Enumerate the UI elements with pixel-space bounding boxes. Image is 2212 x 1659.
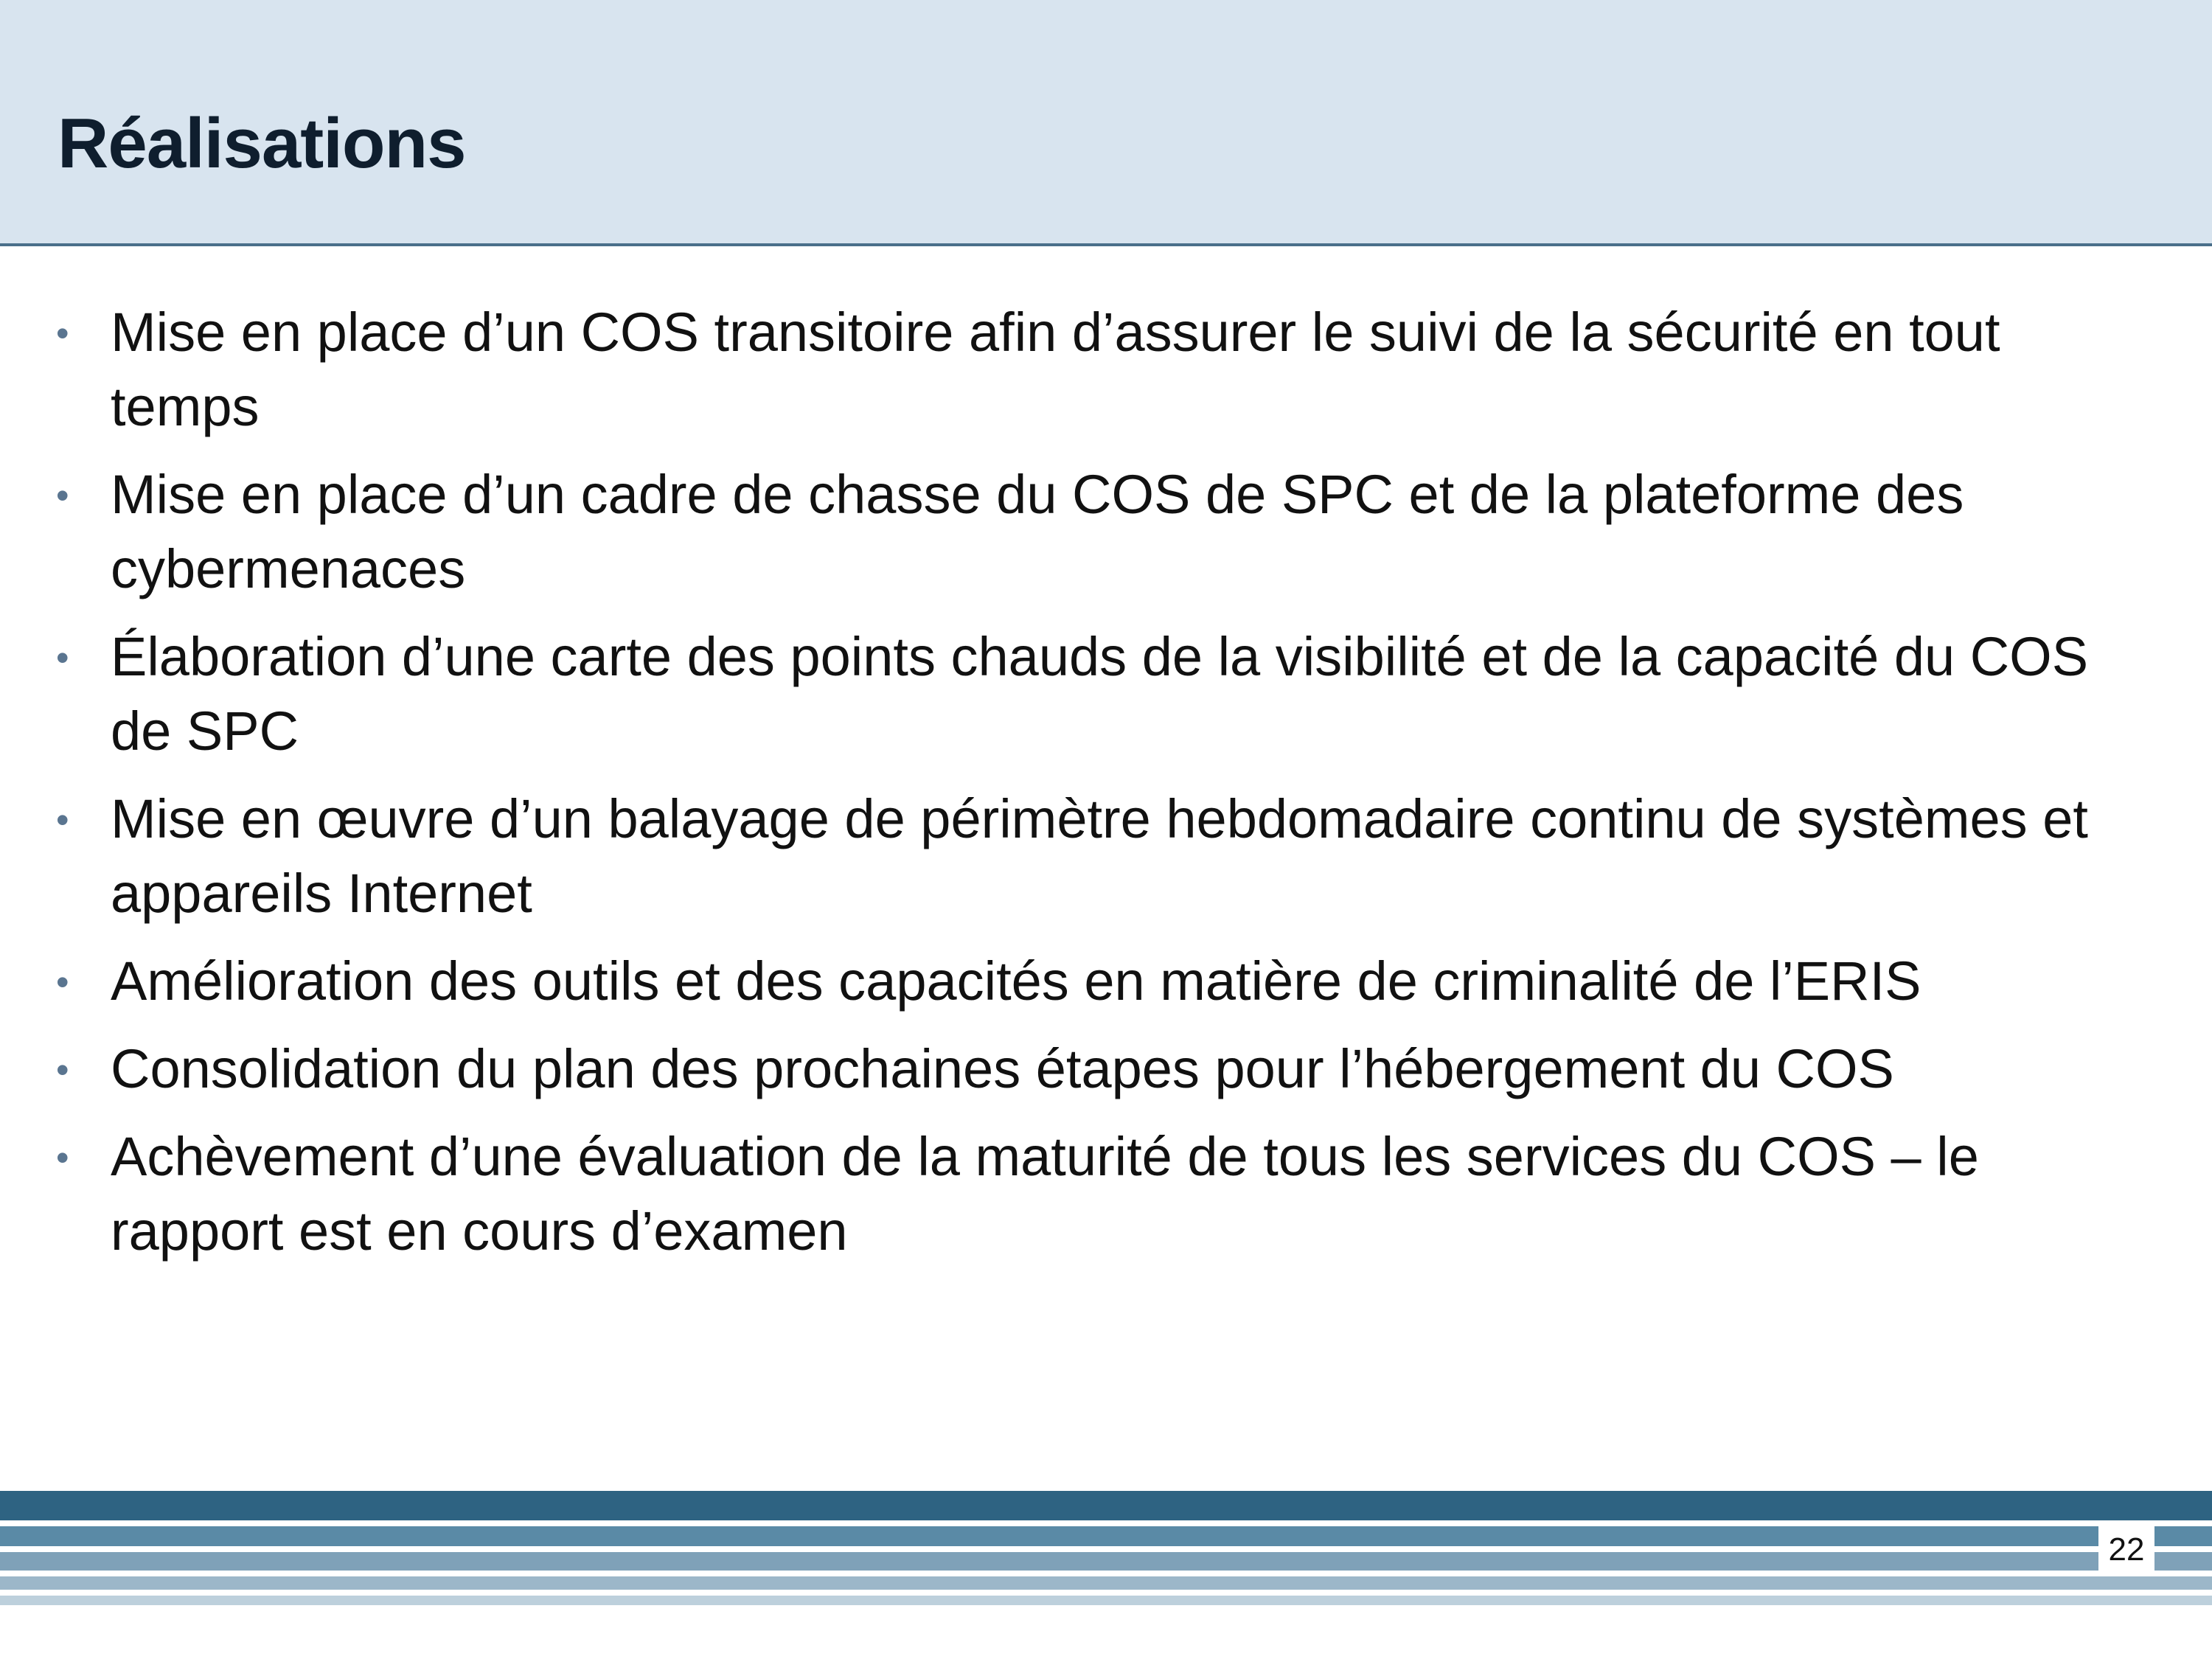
bullet-text: Achèvement d’une évaluation de la maturité de tous les services du COS – le rapport est en cours d’examen (111, 1126, 1979, 1262)
footer-band-1 (0, 1491, 2212, 1520)
bullet-icon: • (56, 313, 69, 354)
bullet-icon: • (56, 1049, 69, 1091)
footer-band-5 (0, 1596, 2212, 1605)
footer-band-4 (0, 1576, 2212, 1590)
footer-band-2 (0, 1526, 2212, 1546)
bullet-text: Mise en œuvre d’un balayage de périmètre hebdomadaire continu de systèmes et appareils Internet (111, 788, 2088, 924)
bullet-text: Amélioration des outils et des capacités en matière de criminalité de l’ERIS (111, 950, 1921, 1012)
bullet-item (0, 1032, 2138, 1106)
bullet-icon: • (56, 475, 69, 516)
bullet-icon: • (56, 1137, 69, 1178)
bullet-list (0, 295, 2212, 1281)
bullet-item (0, 944, 2138, 1018)
bullet-text: Consolidation du plan des prochaines étapes pour l’hébergement du COS (111, 1038, 1894, 1099)
bullet-item (0, 295, 2138, 444)
slide-header (0, 0, 2212, 246)
bullet-icon: • (56, 961, 69, 1003)
bullet-item (0, 457, 2138, 606)
bullet-text: Mise en place d’un cadre de chasse du COS de SPC et de la plateforme des cybermenaces (111, 464, 1964, 599)
footer-band-3 (0, 1552, 2212, 1571)
slide-title: Réalisations (58, 104, 466, 183)
page-number: 22 (2098, 1526, 2154, 1573)
bullet-item (0, 619, 2138, 768)
bullet-text: Mise en place d’un COS transitoire afin d’assurer le suivi de la sécurité en tout temps (111, 302, 2000, 437)
bullet-text: Élaboration d’une carte des points chauds de la visibilité et de la capacité du COS de SPC (111, 626, 2089, 762)
bullet-icon: • (56, 637, 69, 678)
bullet-icon: • (56, 799, 69, 841)
bullet-item (0, 782, 2138, 931)
bullet-item (0, 1119, 2138, 1268)
